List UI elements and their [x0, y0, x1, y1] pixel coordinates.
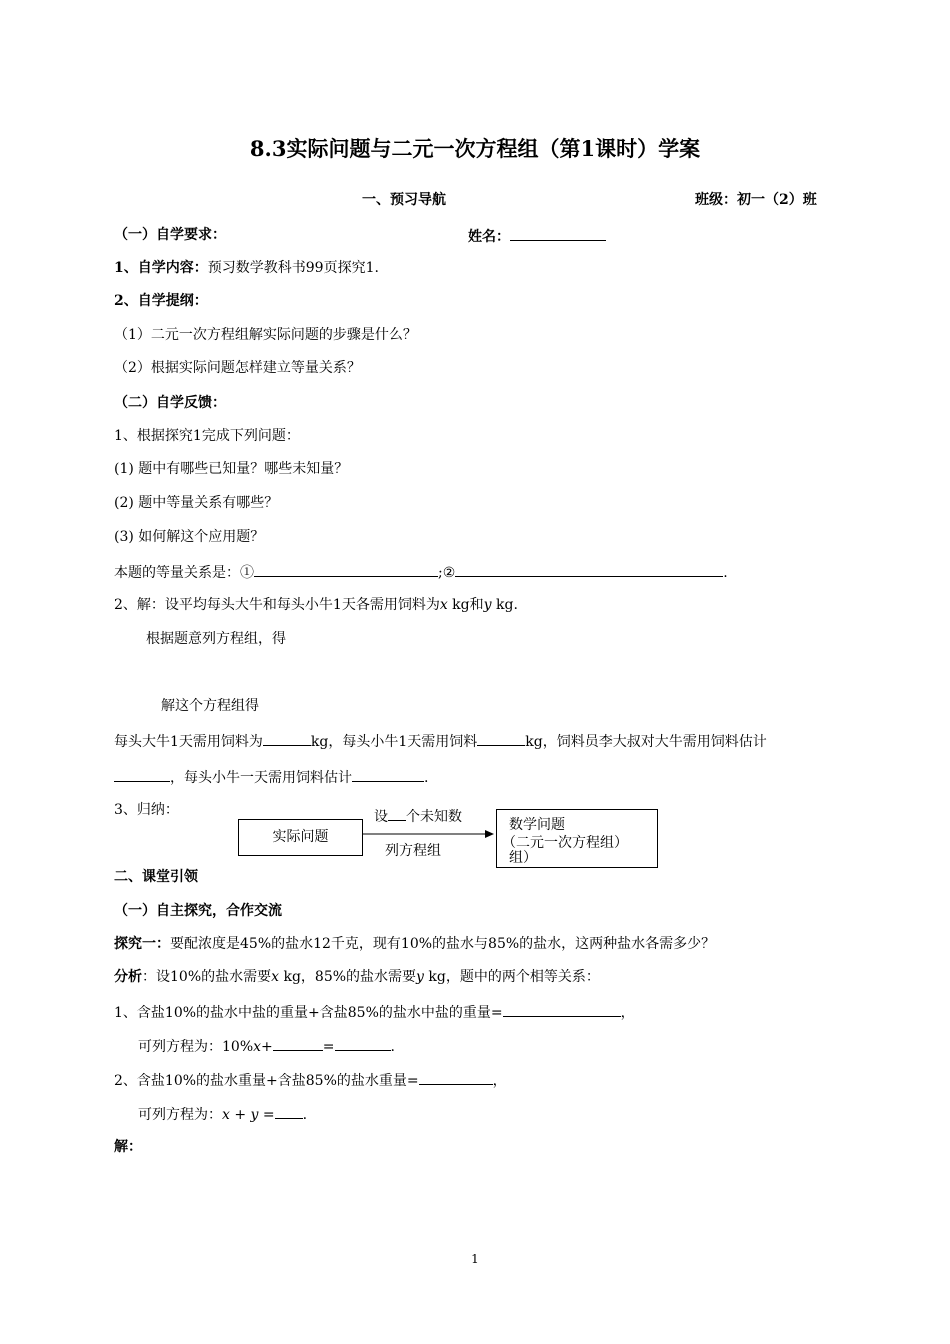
arrow-bottom-label: 列方程组: [385, 843, 441, 859]
relation-2-text: 2、含盐10%的盐水重量+含盐85%的盐水重量=: [114, 1073, 419, 1089]
solve-setup-unit: kg.: [491, 597, 518, 613]
explore1-text: 要配浓度是45%的盐水12千克，现有10%的盐水与85%的盐水，这两种盐水各需多少？: [170, 936, 716, 952]
name-field[interactable]: [468, 226, 606, 246]
equation-2-plus: +: [229, 1107, 251, 1123]
outline-q1: （1）二元一次方程组解实际问题的步骤是什么？: [114, 327, 417, 343]
relation-1: [114, 1002, 635, 1022]
analysis-text-c: kg，题中的两个相等关系：: [423, 969, 600, 985]
page-number: 1: [471, 1252, 479, 1266]
system-line: 根据题意列方程组，得: [146, 631, 286, 647]
relation-2-blank[interactable]: [419, 1070, 493, 1085]
arrow-top-b: 个未知数: [406, 809, 462, 825]
item1-text: 预习数学教科书99页探究1.: [207, 260, 379, 276]
explore1: [114, 935, 715, 953]
var-x: x: [439, 597, 448, 613]
analysis-text-a: ：设10%的盐水需要: [142, 969, 272, 985]
arrow-top-a: 设: [374, 809, 388, 825]
unknowns-count-blank[interactable]: [388, 806, 406, 821]
small-cow-estimate-blank[interactable]: [352, 767, 424, 782]
result-text-end: .: [424, 770, 429, 786]
solve-setup-unit-and: kg和: [447, 597, 484, 613]
relation-blank-2[interactable]: [455, 562, 723, 577]
explore1-label: 探究一：: [114, 936, 170, 952]
var-x: x: [253, 1039, 262, 1055]
result-text-c: kg，饲料员李大叔对大牛需用饲料估计: [525, 734, 767, 750]
arrow-top-label: [374, 806, 462, 826]
equation-2-equals: =: [258, 1107, 275, 1123]
math-problem-line3: 组）: [509, 850, 537, 866]
var-x: x: [222, 1107, 230, 1123]
equation-1-blank-1[interactable]: [273, 1036, 323, 1051]
feedback-heading: （二）自学反馈：: [114, 395, 226, 411]
relation-blank-1[interactable]: [254, 562, 438, 577]
class-label: 班级：初一（2）班: [695, 192, 817, 208]
small-cow-feed-blank[interactable]: [477, 731, 525, 746]
self-study-requirements: （一）自学要求：: [114, 227, 226, 243]
equation-2-blank[interactable]: [275, 1104, 303, 1119]
analysis-line: [114, 968, 600, 986]
solve-setup-line: [114, 596, 518, 614]
math-problem-line2: （二元一次方程组）: [502, 835, 628, 851]
feedback-q1: (1) 题中有哪些已知量？哪些未知量？: [114, 461, 349, 477]
outline-q2: （2）根据实际问题怎样建立等量关系？: [114, 360, 361, 376]
var-x: x: [271, 969, 280, 985]
equation-1: [138, 1036, 395, 1056]
equation-2-end: .: [302, 1107, 308, 1123]
var-y: y: [483, 597, 492, 613]
name-blank[interactable]: [510, 226, 606, 241]
relation-2: [114, 1070, 507, 1090]
feedback-q2: (2) 题中等量关系有哪些？: [114, 495, 279, 511]
solution-label: 解：: [114, 1139, 142, 1155]
equation-1-text-a: 可列方程为：10%: [138, 1039, 254, 1055]
big-cow-estimate-blank[interactable]: [114, 767, 170, 782]
var-y: y: [250, 1107, 259, 1123]
big-cow-feed-blank[interactable]: [263, 731, 311, 746]
relation-2-end: ，: [492, 1073, 507, 1089]
result-line-2: [114, 767, 428, 787]
math-problem-line1: 数学问题: [509, 817, 565, 833]
page-title: 8.3实际问题与二元一次方程组（第1课时）学案: [249, 136, 701, 161]
item1: [114, 259, 379, 277]
feedback-1: 1、根据探究1完成下列问题：: [114, 428, 300, 444]
relation-1-text: 1、含盐10%的盐水中盐的重量+含盐85%的盐水中盐的重量=: [114, 1005, 503, 1021]
section2-heading: 二、课堂引领: [114, 869, 198, 885]
feedback-q3: (3) 如何解这个应用题？: [114, 529, 265, 545]
summary-label: 3、归纳：: [114, 802, 179, 818]
equation-2-text: 可列方程为：: [138, 1107, 222, 1123]
flow-arrow-icon: [363, 828, 495, 840]
equation-1-blank-2[interactable]: [335, 1036, 391, 1051]
equal-relation-end: .: [723, 565, 728, 581]
equation-1-plus: +: [261, 1039, 273, 1055]
name-label: 姓名：: [468, 229, 510, 245]
solve-setup-text: 2、解：设平均每头大牛和每头小牛1天各需用饲料为: [114, 597, 440, 613]
real-problem-label: 实际问题: [272, 829, 329, 845]
preview-heading: 一、预习导航: [362, 192, 446, 208]
relation-1-end: ，: [620, 1005, 635, 1021]
result-text-d: ，每头小牛一天需用饲料估计: [170, 770, 352, 786]
equal-relation-prefix: 本题的等量关系是：①: [114, 565, 254, 581]
relation-1-blank[interactable]: [503, 1002, 621, 1017]
analysis-label: 分析: [114, 969, 142, 985]
var-y: y: [416, 969, 424, 985]
equal-relation-line: [114, 562, 728, 582]
solve-system-line: 解这个方程组得: [161, 698, 259, 714]
item1-label: 1、自学内容：: [114, 260, 208, 276]
result-line-1: [114, 731, 767, 751]
section2-sub: （一）自主探究，合作交流: [114, 903, 282, 919]
result-text-b: kg，每头小牛1天需用饲料: [310, 734, 478, 750]
equation-1-end: .: [390, 1039, 395, 1055]
real-problem-box: [238, 819, 363, 856]
equation-2: [138, 1104, 307, 1124]
equation-1-equals: =: [322, 1039, 335, 1055]
result-text-a: 每头大牛1天需用饲料为: [114, 734, 263, 750]
item2-label: 2、自学提纲：: [114, 293, 208, 309]
equal-relation-mid: ;②: [438, 565, 456, 581]
math-problem-box: [496, 809, 658, 868]
analysis-text-b: kg，85%的盐水需要: [279, 969, 417, 985]
